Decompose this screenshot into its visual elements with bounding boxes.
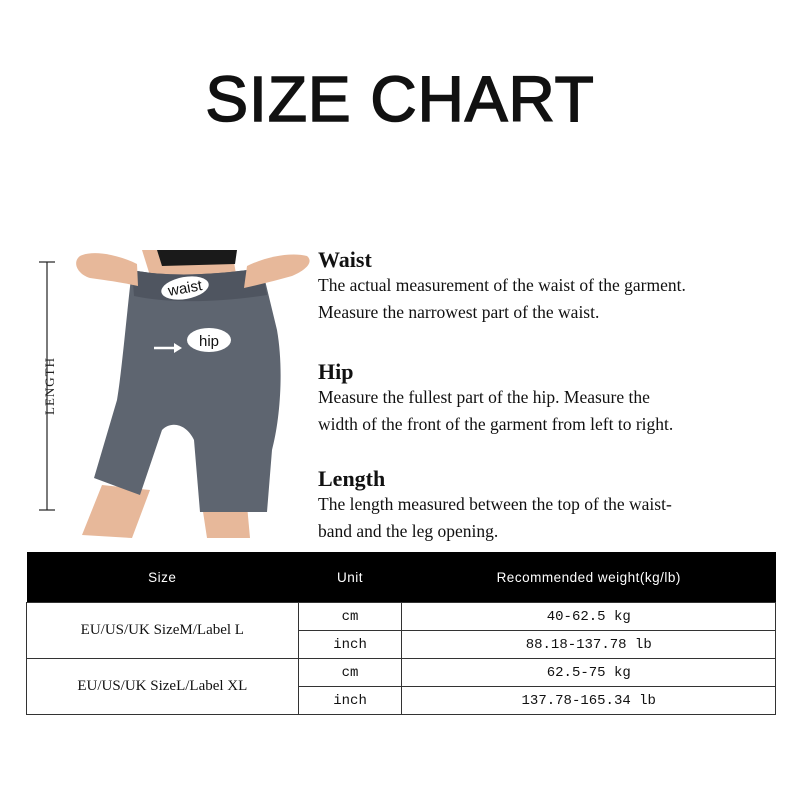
size-cell: EU/US/UK SizeM/Label L [27,603,299,659]
black-top [157,250,237,266]
weight-cell: 88.18-137.78 lb [402,631,776,659]
weight-cell: 62.5-75 kg [402,659,776,687]
header-weight: Recommended weight(kg/lb) [402,552,776,603]
weight-cell: 137.78-165.34 lb [402,687,776,715]
unit-cell: inch [298,687,402,715]
page-title: SIZE CHART [205,63,595,135]
right-hand [244,254,310,288]
unit-cell: inch [298,631,402,659]
weight-cell: 40-62.5 kg [402,603,776,631]
table-row [27,659,776,687]
waist-description [318,248,686,326]
hip-line-1: Measure the fullest part of the hip. Measure the [318,387,650,407]
length-line-2: band and the leg opening. [318,521,499,541]
shorts-illustration [22,250,322,540]
length-description [318,467,672,545]
size-table [26,552,776,715]
unit-cell: cm [298,603,402,631]
unit-cell: cm [298,659,402,687]
length-heading: Length [318,466,386,491]
length-label: LENGTH [42,357,57,415]
hip-tag-text: hip [198,333,220,350]
shorts-figure [22,250,322,540]
table-header-row [27,552,776,603]
left-hand [76,253,138,286]
header-size: Size [27,552,299,603]
waist-line-2: Measure the narrowest part of the waist. [318,302,600,322]
hip-description [318,360,673,438]
table-row [27,603,776,631]
waist-heading: Waist [318,247,372,272]
length-line-1: The length measured between the top of the waist- [318,494,672,514]
hip-heading: Hip [318,359,354,384]
size-cell: EU/US/UK SizeL/Label XL [27,659,299,715]
hip-line-2: width of the front of the garment from left to right. [318,414,674,434]
header-unit: Unit [298,552,402,603]
shorts-body [94,268,281,512]
waist-line-1: The actual measurement of the waist of the garment. [318,275,686,295]
waist-tag-text: waist [166,277,204,300]
